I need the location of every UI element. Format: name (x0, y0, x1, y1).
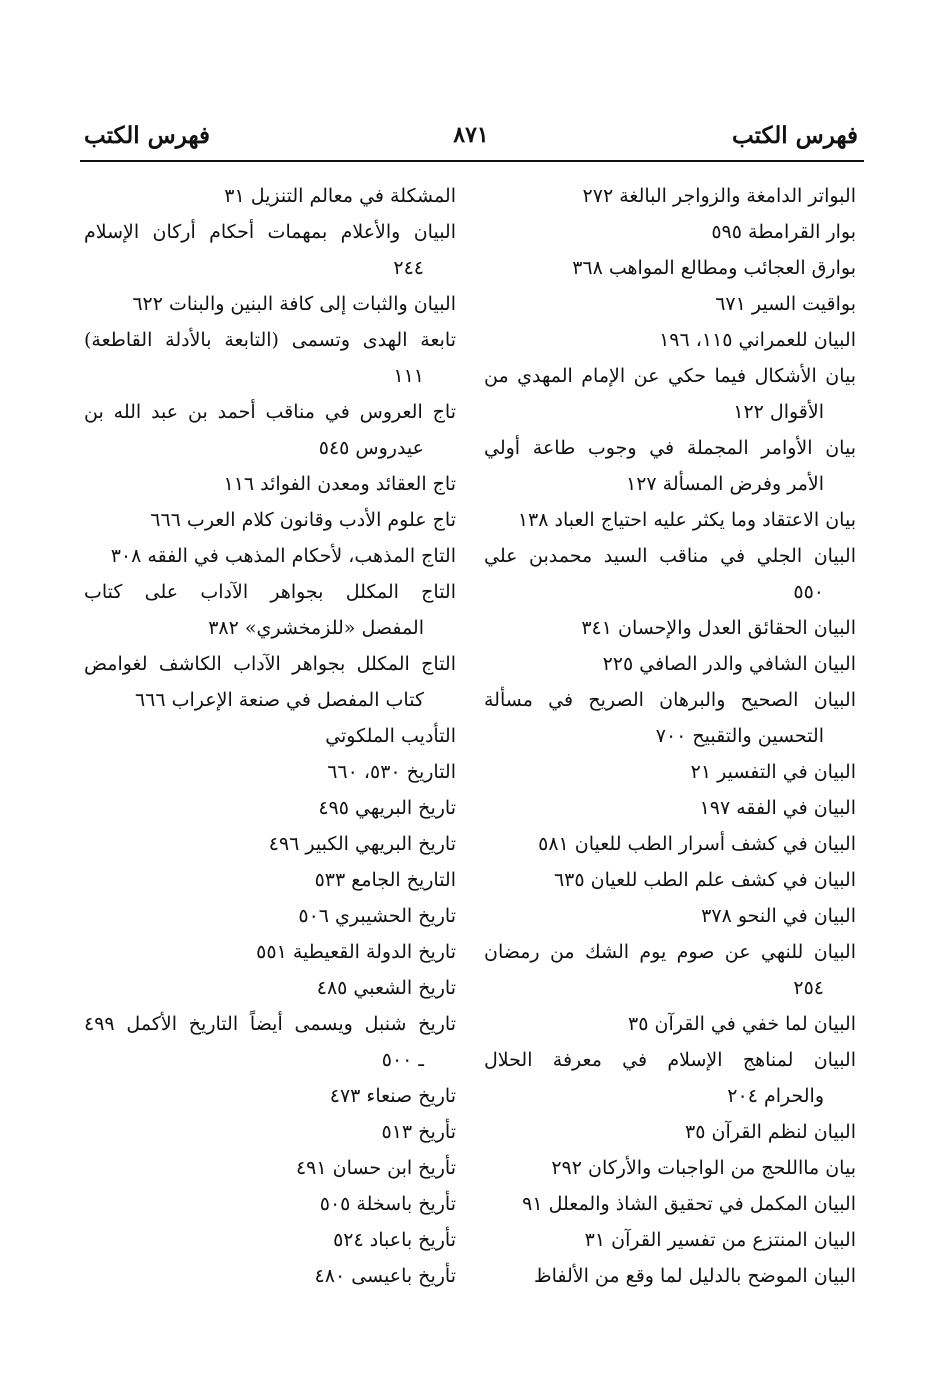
index-entry-title: بيان الاعتقاد وما يكثر عليه احتياج العباد ١٣٨ (517, 509, 856, 531)
index-entry (84, 1150, 456, 1186)
running-title-right: فهرس الكتب (732, 122, 858, 149)
index-entry-title: البيان في كشف علم الطب للعيان ٦٣٥ (553, 869, 856, 891)
index-entry-title: تاريخ صنعاء ٤٧٣ (329, 1085, 456, 1107)
index-entry-title: البيان والثبات إلى كافة البنين والبنات ٦٢٢ (132, 293, 456, 315)
index-entry (484, 1114, 856, 1150)
index-entry-continuation: ٢٥٤ (793, 977, 824, 999)
index-entry-continuation: ٥٥٠ (793, 581, 824, 603)
index-entry-continuation: كتاب المفصل في صنعة الإعراب ٦٦٦ (134, 689, 424, 711)
index-entry-title: بيان مااللحج من الواجبات والأركان ٢٩٢ (551, 1157, 856, 1179)
index-entry-title: المشكلة في معالم التنزيل ٣١ (224, 185, 456, 207)
index-entry (484, 898, 856, 934)
index-entry-title: تأريخ ابن حسان ٤٩١ (295, 1157, 456, 1179)
index-entry-title: البيان لما خفي في القرآن ٣٥ (628, 1013, 856, 1035)
index-entry-title: البيان الشافي والدر الصافي ٢٢٥ (602, 653, 856, 675)
index-entry-title: البيان للنهي عن صوم يوم الشك من رمضان (484, 941, 856, 963)
index-entry (84, 646, 456, 718)
index-entry-title: تاريخ البريهي ٤٩٥ (318, 797, 456, 819)
index-entry (484, 646, 856, 682)
index-entry-title: البيان للعمراني ١١٥، ١٩٦ (659, 329, 856, 351)
index-entry (84, 1258, 456, 1294)
index-entry-continuation: التحسين والتقبيح ٧٠٠ (655, 725, 824, 747)
index-entry-continuation: الأقوال ١٢٢ (733, 401, 824, 423)
index-entry-title: بيان الأوامر المجملة في وجوب طاعة أولي (484, 437, 856, 459)
running-title-left: فهرس الكتب (84, 122, 210, 149)
page-number: ٨٧١ (453, 122, 489, 148)
index-entry (484, 790, 856, 826)
index-column-right (484, 178, 856, 1294)
index-entry-title: التأديب الملكوتي (325, 725, 456, 747)
index-entry-title: تاريخ شنبل ويسمى أيضاً التاريخ الأكمل ٤٩٩ (84, 1013, 456, 1035)
index-entry (484, 430, 856, 502)
index-entry (484, 826, 856, 862)
index-entry-continuation: عيدروس ٥٤٥ (318, 437, 424, 459)
index-entry-title: التاريخ الجامع ٥٣٣ (314, 869, 456, 891)
index-entry (84, 1186, 456, 1222)
index-entry-continuation: الأمر وفرض المسألة ١٢٧ (626, 473, 824, 495)
index-entry-title: البيان المنتزع من تفسير القرآن ٣١ (584, 1229, 856, 1251)
index-entry (84, 1078, 456, 1114)
index-entry (484, 322, 856, 358)
index-entry (84, 466, 456, 502)
index-entry-continuation: ـ ٥٠٠ (381, 1049, 424, 1071)
index-entry-title: تأريخ ٥١٣ (381, 1121, 456, 1143)
index-entry-title: تاج علوم الأدب وقانون كلام العرب ٦٦٦ (150, 509, 456, 531)
index-entry (484, 1042, 856, 1114)
index-entry-title: تابعة الهدى وتسمى (التابعة بالأدلة القاطعة) (84, 329, 456, 351)
index-entry-continuation: ١١١ (393, 365, 424, 387)
index-entry-title: البيان لنظم القرآن ٣٥ (685, 1121, 856, 1143)
header-rule (80, 160, 864, 162)
index-entry (484, 754, 856, 790)
index-entry-title: البيان في النحو ٣٧٨ (701, 905, 856, 927)
index-entry (84, 1006, 456, 1078)
index-entry (84, 1114, 456, 1150)
index-entry-title: البيان الموضح بالدليل لما وقع من الألفاظ (534, 1265, 856, 1287)
index-entry-title: البواتر الدامغة والزواجر البالغة ٢٧٢ (582, 185, 856, 207)
index-entry-continuation: ٢٤٤ (393, 257, 424, 279)
index-entry-title: تاج العقائد ومعدن الفوائد ١١٦ (223, 473, 456, 495)
index-entry (84, 790, 456, 826)
index-entry (484, 178, 856, 214)
index-entry (84, 754, 456, 790)
index-entry (84, 1222, 456, 1258)
index-entry (84, 898, 456, 934)
index-entry-title: التاج المكلل بجواهر الآداب على كتاب (84, 581, 456, 603)
index-entry (484, 358, 856, 430)
index-entry (484, 538, 856, 610)
index-entry (84, 862, 456, 898)
index-entry (484, 1006, 856, 1042)
index-entry (484, 610, 856, 646)
index-entry-title: التاريخ ٥٣٠، ٦٦٠ (327, 761, 456, 783)
index-entry (84, 322, 456, 394)
index-entry (484, 286, 856, 322)
index-entry-title: تاريخ الدولة القعيطية ٥٥١ (256, 941, 456, 963)
index-entry-title: البيان المكمل في تحقيق الشاذ والمعلل ٩١ (522, 1193, 856, 1215)
index-entry (84, 826, 456, 862)
index-entry (84, 934, 456, 970)
index-entry-title: تاج العروس في مناقب أحمد بن عبد الله بن (84, 401, 456, 423)
index-entry (484, 1150, 856, 1186)
index-entry (84, 394, 456, 466)
index-entry-continuation: المفصل «للزمخشري» ٣٨٢ (208, 617, 424, 639)
index-entry (484, 214, 856, 250)
index-entry-title: التاج المكلل بجواهر الآداب الكاشف لغوامض (84, 653, 456, 675)
index-entry (484, 1222, 856, 1258)
index-entry-title: البيان في التفسير ٢١ (690, 761, 856, 783)
index-column-left (84, 178, 456, 1294)
index-entry (84, 214, 456, 286)
index-entry-title: البيان الحقائق العدل والإحسان ٣٤١ (581, 617, 856, 639)
index-entry-title: تأريخ باسخلة ٥٠٥ (319, 1193, 456, 1215)
index-entry-title: تاريخ الحشيبري ٥٠٦ (298, 905, 456, 927)
index-entry (484, 682, 856, 754)
index-entry (484, 862, 856, 898)
index-entry-title: التاج المذهب، لأحكام المذهب في الفقه ٣٠٨ (110, 545, 456, 567)
index-entry (484, 934, 856, 1006)
index-entry-title: البيان لمناهج الإسلام في معرفة الحلال (484, 1049, 856, 1071)
index-entry (484, 1186, 856, 1222)
index-entry-title: تاريخ الشعبي ٤٨٥ (316, 977, 456, 999)
index-entry (84, 574, 456, 646)
index-entry (84, 502, 456, 538)
page-header (78, 118, 864, 160)
index-entry-title: بوار القرامطة ٥٩٥ (711, 221, 856, 243)
index-entry-title: البيان والأعلام بمهمات أحكام أركان الإسلام (84, 221, 456, 243)
index-entry (84, 286, 456, 322)
index-entry-title: تأريخ باعيسى ٤٨٠ (314, 1265, 456, 1287)
index-entry-continuation: والحرام ٢٠٤ (727, 1085, 824, 1107)
index-entry (84, 538, 456, 574)
index-entry (484, 502, 856, 538)
index-entry (484, 1258, 856, 1294)
index-entry-title: البيان الصحيح والبرهان الصريح في مسألة (484, 689, 856, 711)
index-entry (484, 250, 856, 286)
index-entry-title: بيان الأشكال فيما حكي عن الإمام المهدي من (484, 365, 856, 387)
index-entry-title: البيان الجلي في مناقب السيد محمدبن علي (484, 545, 856, 567)
index-entry-title: تاريخ البريهي الكبير ٤٩٦ (268, 833, 456, 855)
index-entry (84, 178, 456, 214)
index-entry-title: بواقيت السير ٦٧١ (715, 293, 856, 315)
index-entry-title: بوارق العجائب ومطالع المواهب ٣٦٨ (572, 257, 856, 279)
index-entry (84, 718, 456, 754)
index-entry-title: تأريخ باعباد ٥٢٤ (333, 1229, 456, 1251)
index-entry-title: البيان في الفقه ١٩٧ (699, 797, 856, 819)
index-entry (84, 970, 456, 1006)
index-entry-title: البيان في كشف أسرار الطب للعيان ٥٨١ (538, 833, 856, 855)
